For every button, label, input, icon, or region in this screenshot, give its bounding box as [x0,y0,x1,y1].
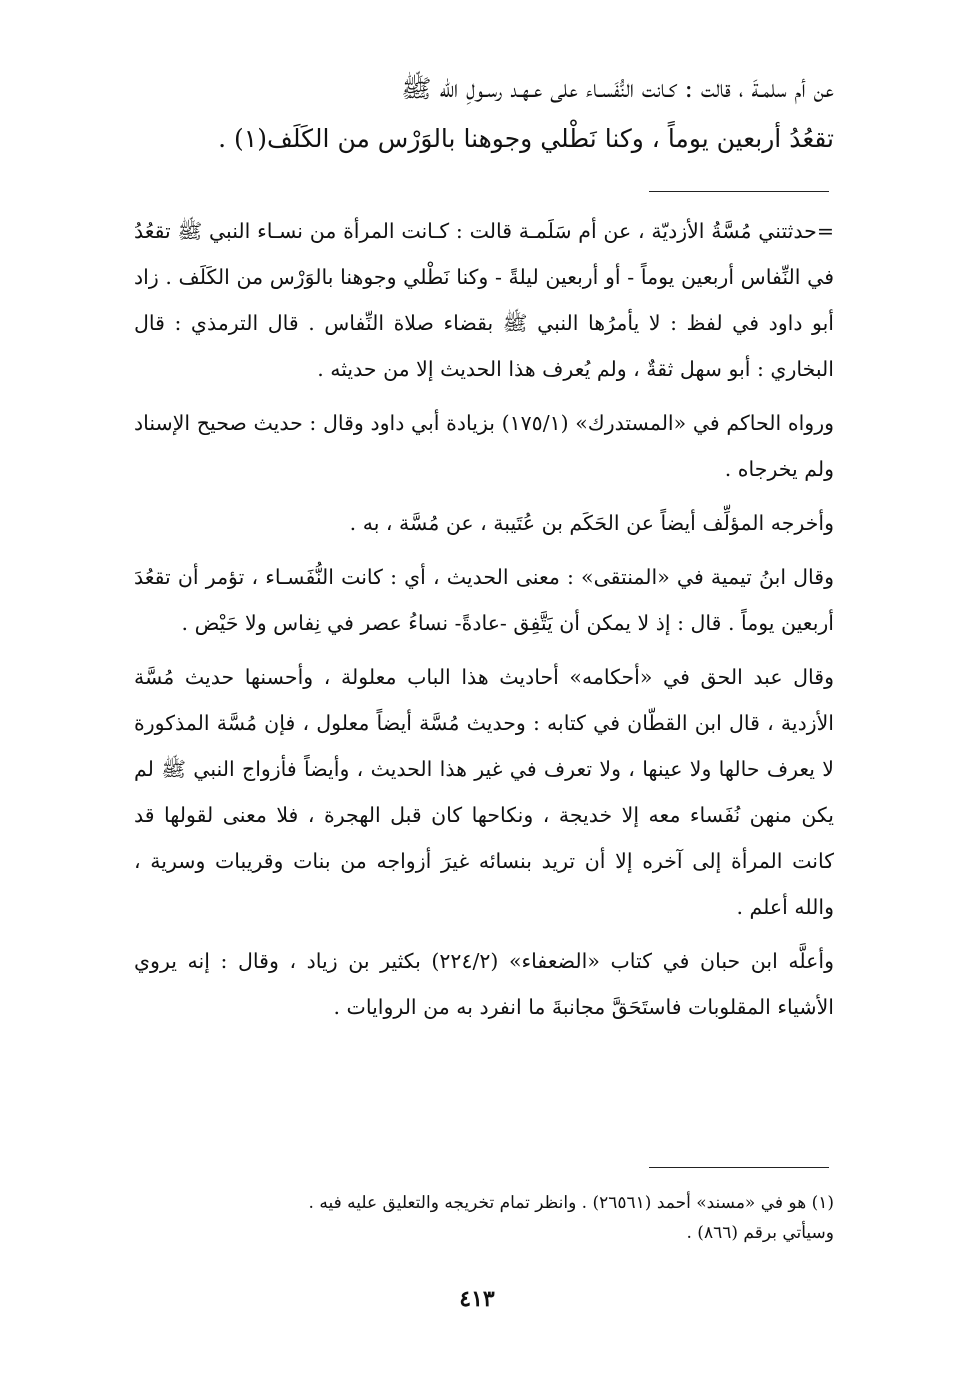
footnote-line: (١) هو في «مسند» أحمد (٢٦٥٦١) . وانظر تمام تخريجه والتعليق عليه فيه . [308,1193,834,1213]
main-text-line: تقعُدُ أربعين يوماً ، وكنا نَطْلي وجوهنا بالوَرْس من الكَلَف(١) . [218,124,834,153]
footnote-separator [649,1167,829,1168]
notes-paragraph: وقال ابنُ تيمية في «المنتقى» : معنى الحديث ، أي : كانت النُّفَسـاء ، تؤمر أن تقعُدَ أربعين يوماً . قال : إذ لا يمكن أن يَتَّفِق -عادةً- نساءُ عصر في نِفاس ولا حَيْض . [134,565,834,635]
page-number: ٤١٣ [459,1286,495,1312]
main-hadith-text [130,64,834,164]
notes-paragraph: وأعلَّه ابن حبان في كتاب «الضعفاء» (٢٢٤/٢) بكثير بن زياد ، وقال : إنه يروي الأشياء المقلوبات فاستَحَقَّ مجانبةَ ما انفرد به من الروايات . [134,949,834,1019]
footnote [130,1188,834,1248]
notes-paragraph: =حدثتني مُسَّةُ الأزديّة ، عن أم سَلَمـة قالت : كـانت المرأة من نسـاء النبي ﷺ تقعُدُ في النِّفاس أربعين يوماً - أو أربعين ليلةً - وكنا نَطْلي وجوهنا بالوَرْس من الكَلَف . زاد أبو داود في لفظ : لا يأمرُها النبي ﷺ بقضاء صلاة النِّفاس . قال الترمذي : قال البخاري : أبو سهل ثقةٌ ، ولم يُعرف هذا الحديث إلا من حديثه . [134,219,834,381]
notes-separator [649,191,829,192]
notes-paragraph: وأخرجه المؤلِّف أيضاً عن الحَكَم بن عُتَيبة ، عن مُسَّة ، به . [349,511,834,535]
notes-paragraph: ورواه الحاكم في «المستدرك» (١٧٥/١) بزيادة أبي داود وقال : حديث صحيح الإسناد ولم يخرجاه . [134,411,834,481]
notes-paragraph: وقال عبد الحق في «أحكامه» أحاديث هذا الباب معلولة ، وأحسنها حديث مُسَّة الأزدية ، قال ابن القطّان في كتابه : وحديث مُسَّة أيضاً معلول ، فإن مُسَّة المذكورة لا يعرف حالها ولا عينها ، ولا تعرف في غير هذا الحديث ، وأيضاً فأزواج النبي ﷺ لم يكن منهن نُفَساء معه إلا خديجة ، ونكاحها كان قبل الهجرة ، فلا معنى لقولها قد كانت المرأة إلى آخره إلا أن تريد بنسائه غيرَ أزواجه من بنات وقريبات وسرية ، والله أعلم . [134,665,834,919]
takhrij-notes [134,208,834,1038]
footnote-line: وسيأتي برقم (٨٦٦) . [686,1223,834,1243]
main-text-line: عن أم سلمـةَ ، قالت : كـانت النُّفَسـاء على عـهـد رسـولِ الله ﷺ [401,74,834,103]
